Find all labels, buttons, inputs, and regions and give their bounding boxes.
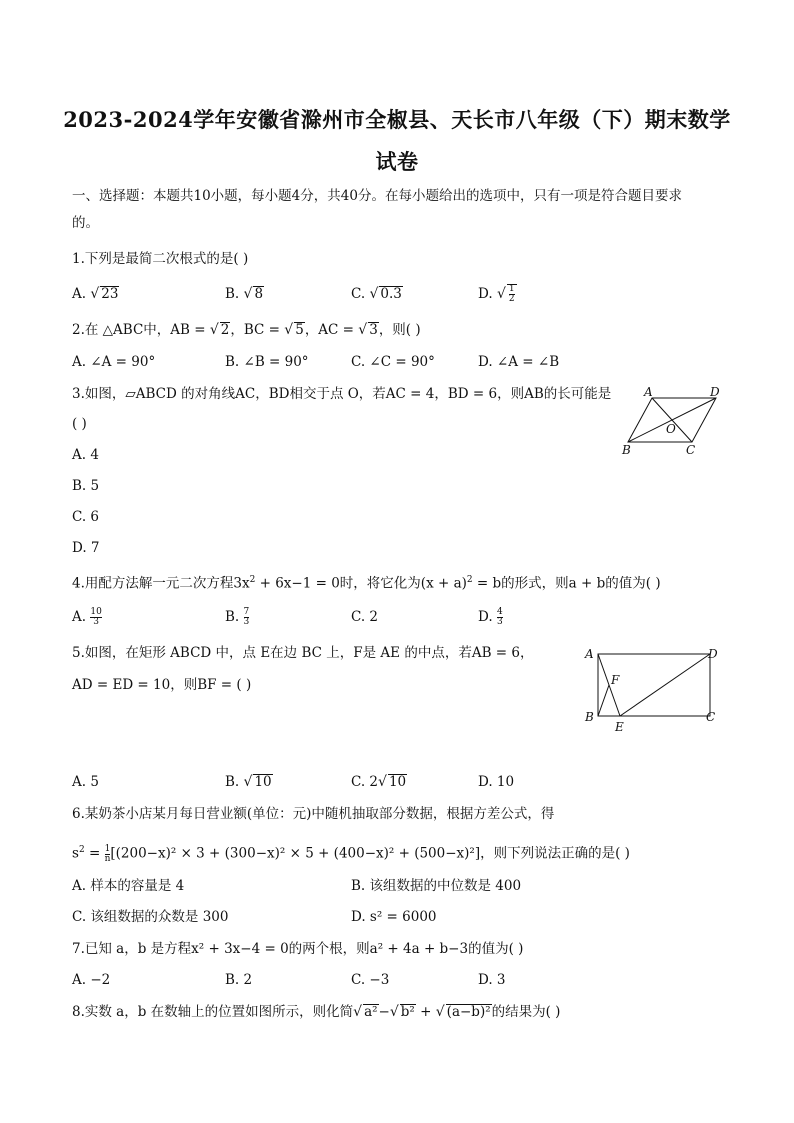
q5-option-a: A. 5 [72,774,99,790]
q5-option-d: D. 10 [478,774,515,790]
q6-variance-formula: $s^2$ = $\frac{1}{n}$ [(200−x)² × 3 + (300−x)² × 5 + (400−x)² + (500−x)²]，则下列说法正确的是( ) [72,843,630,864]
q5-option-b: B. √ 10 [225,774,272,790]
q3-parallelogram-figure [616,384,728,458]
q5-stem-cont: AD = ED = 10，则BF = ( ) [72,677,252,693]
q3-option-c: C. 6 [72,509,100,525]
q6-stem: 6.某奶茶小店某月每日营业额(单位：元)中随机抽取部分数据，根据方差公式，得 [72,806,555,822]
q1-option-a: A. √ 23 [72,286,119,302]
section1-intro-line1: 一、选择题：本题共10小题，每小题4分，共40分。在每小题给出的选项中，只有一项是符合题目要求 [72,188,682,204]
q4-stem: 4.用配方法解一元二次方程$3x^2 + 6x-1 = 0$时，将它化为$(x + a)^2 = b$的形式，则a + b的值为( ) [72,575,661,592]
exam-title-line2: 试卷 [375,149,419,174]
q1-d-fraction: $\frac{1}{2}$ [508,284,515,304]
q1-option-d: D. √ $\frac{1}{2}$ [478,284,515,304]
q6-option-b: B. 该组数据的中位数是 400 [351,878,522,894]
q3-option-b: B. 5 [72,478,100,494]
label-a: A [644,385,653,399]
q7-stem: 7.已知 a，b 是方程x² + 3x−4 = 0的两个根，则a² + 4a + b−3的值为( ) [72,941,524,957]
section1-intro-line2: 的。 [72,215,99,231]
q6-option-d: D. s² = 6000 [351,909,437,925]
exam-title-line1: 2023-2024学年安徽省滁州市全椒县、天长市八年级（下）期末数学 [63,107,731,132]
q4-option-a: A. $\frac{10}{3}$ [72,607,102,627]
q1-option-b: B. √ 8 [225,286,264,302]
q5-rectangle-figure [580,644,720,736]
q6-option-c: C. 该组数据的众数是 300 [72,909,229,925]
label-b: B [622,443,631,457]
q7-option-a: A. −2 [72,972,111,988]
q5-stem: 5.如图，在矩形 ABCD 中，点 E在边 BC 上，F是 AE 的中点，若AB = 6， [72,645,534,661]
q3-stem-cont: ( ) [72,416,87,432]
label-c: C [686,443,696,457]
q1-b-radicand: 8 [254,286,264,302]
q3-option-d: D. 7 [72,540,100,556]
q7-option-d: D. 3 [478,972,506,988]
q6-option-a: A. 样本的容量是 4 [72,878,185,894]
q2-option-c: C. ∠C = 90° [351,354,435,370]
q2-option-b: B. ∠B = 90° [225,354,309,370]
label-d: D [710,385,720,399]
q4-option-d: D. $\frac{4}{3}$ [478,607,503,627]
q2-stem: 2.在 △ABC中，AB = √ 2，BC = √ 5，AC = √ 3，则( ) [72,322,421,338]
q5-option-c: C. 2√ 10 [351,774,407,790]
segment-bf [598,685,609,716]
q1-a-radicand: 23 [101,286,119,302]
label-e: E [615,720,624,734]
label-f: F [611,673,620,687]
label-a: A [585,647,594,661]
q1-c-radicand: 0.3 [380,286,402,302]
q3-stem: 3.如图，▱ABCD 的对角线AC，BD相交于点 O，若AC = 4，BD = 6，则AB的长可能是 [72,386,612,402]
q1-option-c: C. √ 0.3 [351,286,402,302]
q2-option-a: A. ∠A = 90° [72,354,156,370]
label-o: O [666,422,676,436]
q2-option-d: D. ∠A = ∠B [478,354,560,370]
label-d: D [708,647,718,661]
q7-option-c: C. −3 [351,972,390,988]
label-c: C [706,710,716,724]
q4-option-b: B. $\frac{7}{3}$ [225,607,250,627]
q4-option-c: C. 2 [351,609,379,625]
q8-stem: 8.实数 a，b 在数轴上的位置如图所示，则化简√ a²−√ b² + √ (a−b)²的结果为( ) [72,1004,561,1020]
q1-stem: 1.下列是最简二次根式的是( ) [72,251,249,267]
segment-ed [620,654,710,716]
label-b: B [585,710,594,724]
q3-option-a: A. 4 [72,447,99,463]
q7-option-b: B. 2 [225,972,253,988]
